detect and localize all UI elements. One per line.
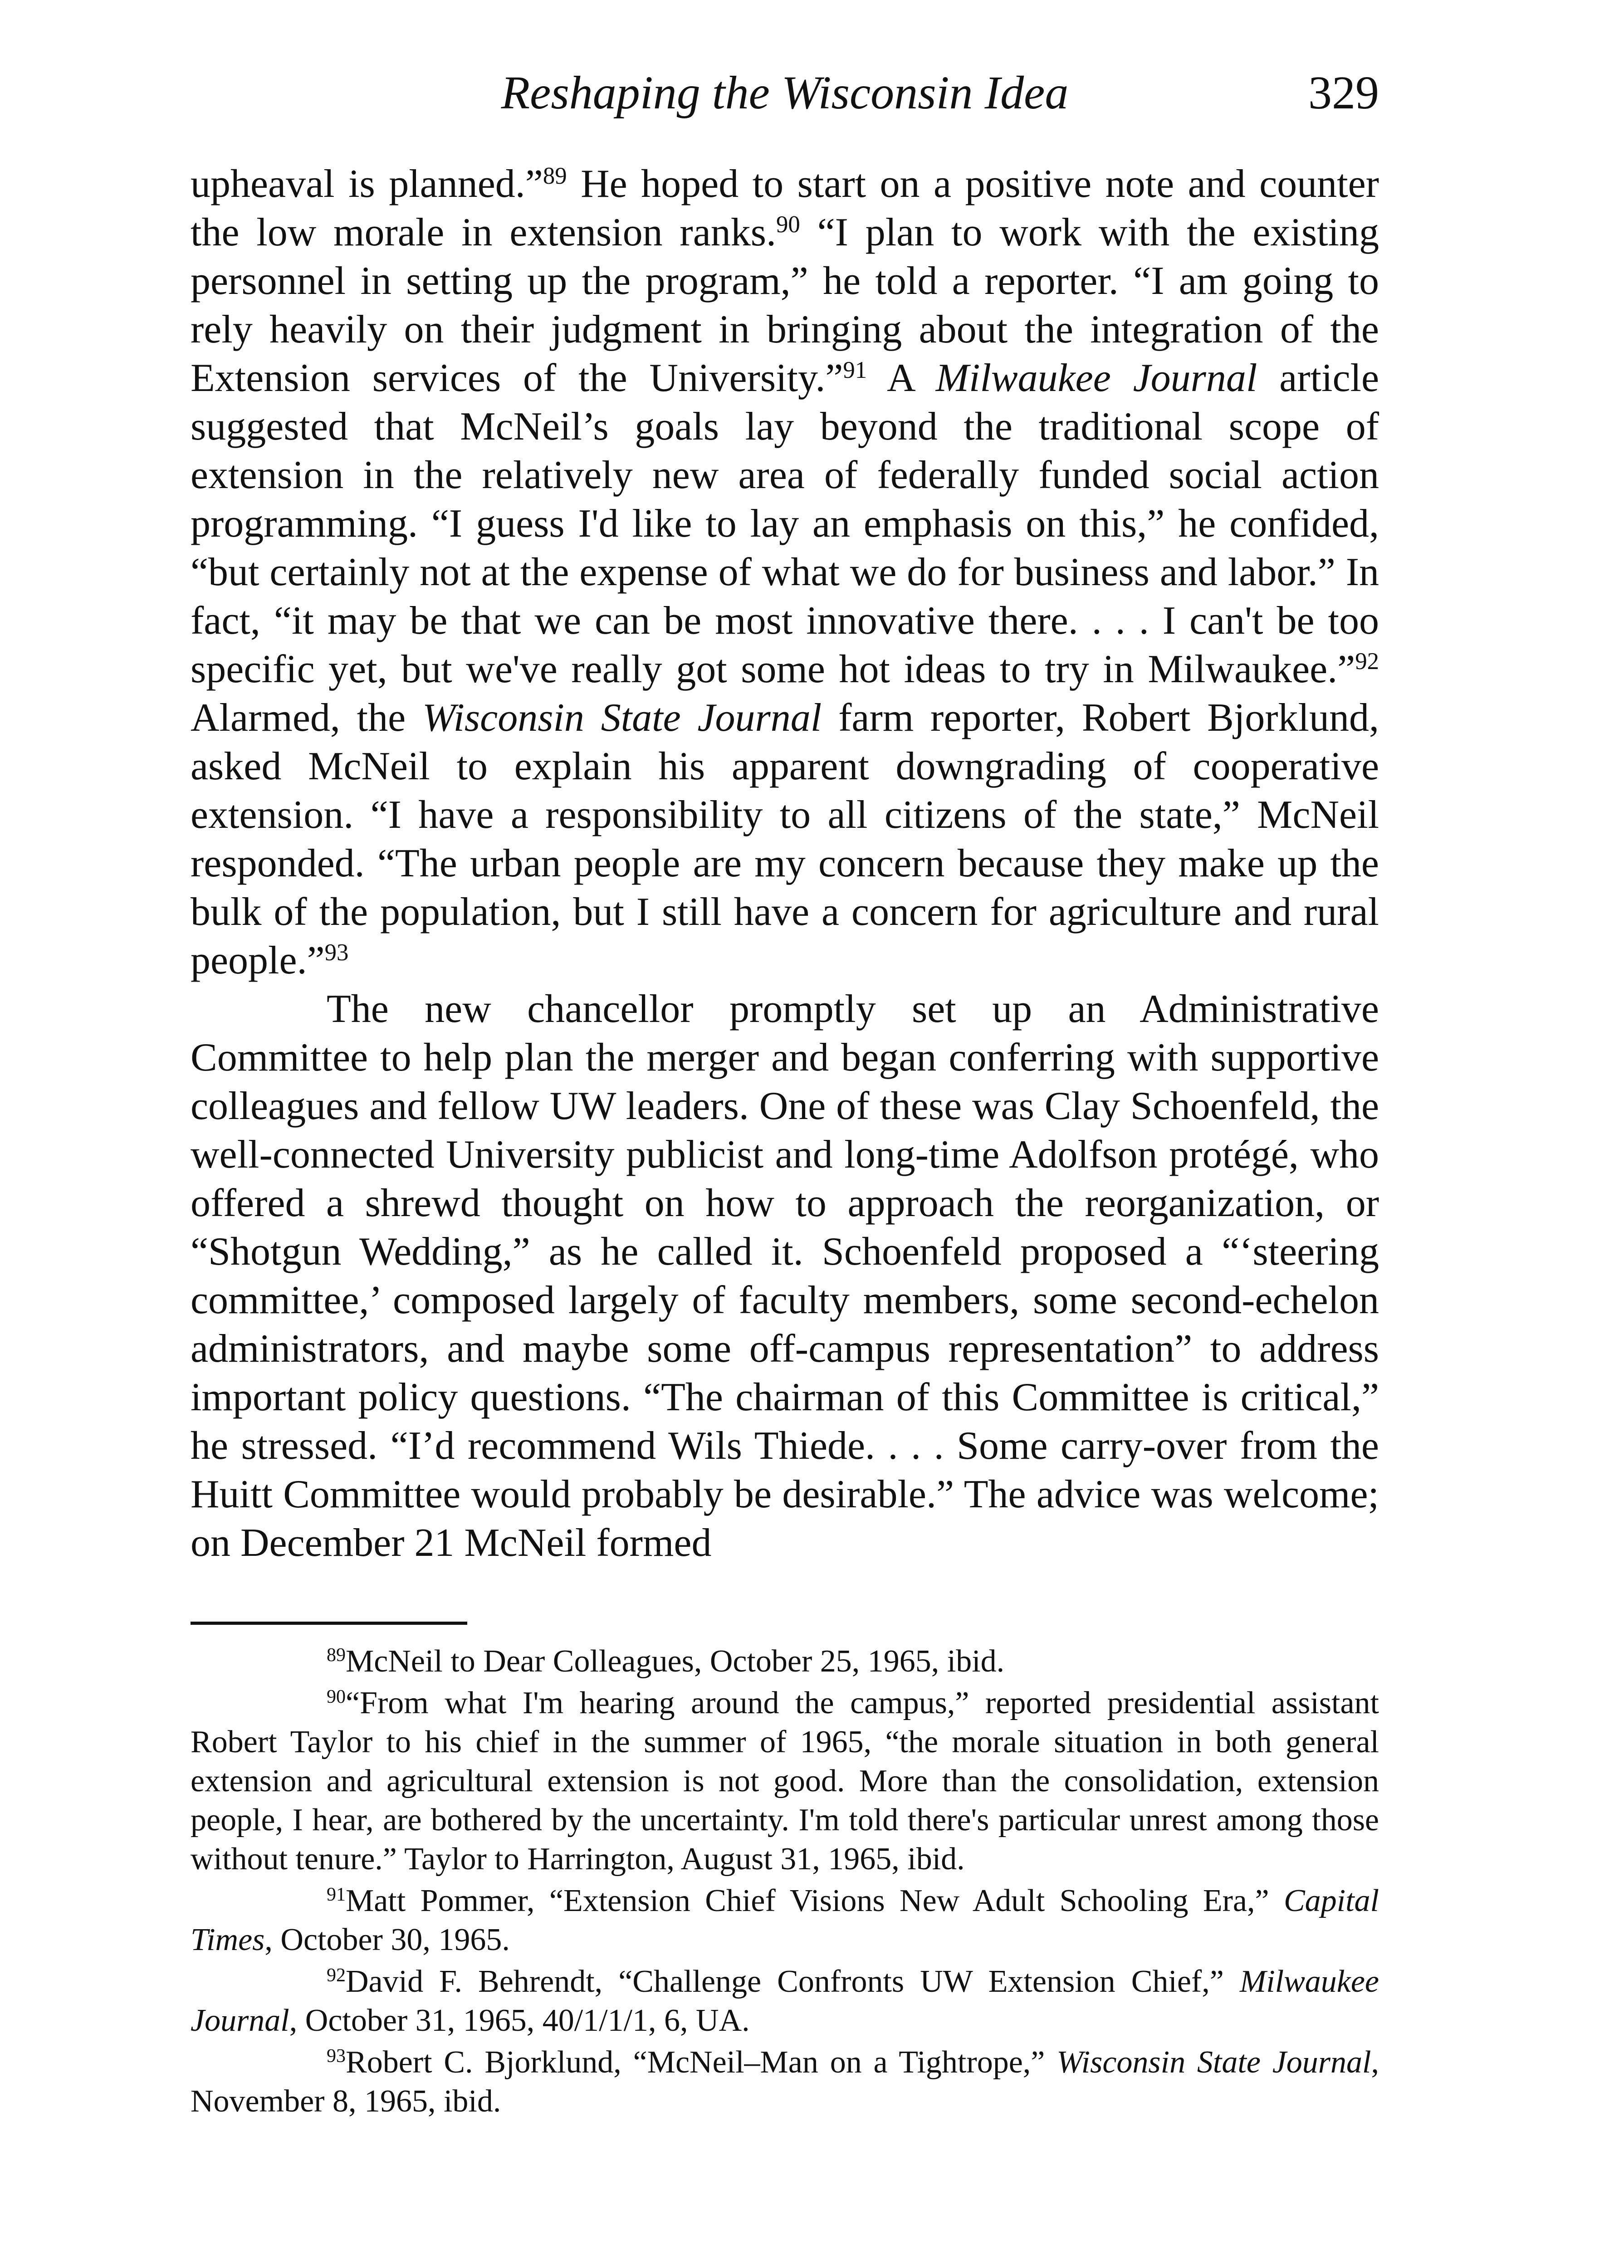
- text-run: Alarmed, the: [191, 696, 423, 740]
- footnotes: [191, 1642, 1379, 2124]
- footnote-text: David F. Behrendt, “Challenge Confronts UW Extension Chief,”: [346, 1964, 1240, 1999]
- footnote-ref-92[interactable]: 92: [1355, 648, 1379, 675]
- footnote-91: [191, 1882, 1379, 1960]
- running-head: Reshaping the Wisconsin Idea: [501, 67, 1069, 119]
- footnote-ref-91[interactable]: 91: [843, 357, 867, 383]
- footnote-text: , October 31, 1965, 40/1/1/1, 6, UA.: [289, 2003, 750, 2038]
- paragraph-1: [191, 160, 1379, 985]
- footnote-number: 91: [327, 1884, 346, 1905]
- footnote-number: 90: [327, 1686, 346, 1707]
- text-run: He hoped to start on a positive note and counter the low morale in extension ranks.: [191, 162, 1379, 254]
- paragraph-2: The new chancellor promptly set up an Administrative Committee to help plan the merger and began conferring with supportive colleagues and fellow UW leaders. One of these was Clay Schoenfeld, the well-connected University publicist and long-time Adolfson protégé, who offered a shrewd thought on how to approach the reorganization, or “Shotgun Wedding,” as he called it. Schoenfeld proposed a “‘steering committee,’ composed largely of faculty members, some second-echelon administrators, and maybe some off-campus representation” to address important policy questions. “The chairman of this Committee is critical,” he stressed. “I’d recommend Wils Thiede. . . . Some carry-over from the Huitt Committee would probably be desirable.” The advice was welcome; on December 21 McNeil formed: [191, 987, 1379, 1565]
- footnote-text: , October 30, 1965.: [264, 1922, 510, 1957]
- publication-title: Capital Times: [191, 1883, 1379, 1957]
- main-text: [191, 160, 1379, 1567]
- footnote-number: 92: [327, 1965, 346, 1986]
- footnote-divider: [191, 1622, 467, 1625]
- text-run: farm reporter, Robert Bjorklund, asked McNeil to explain his apparent downgrading of cooperative extension. “I have a responsibility to all citizens of the state,” McNeil responded. “The urban people are my concern because they make up the bulk of the population, but I still have a concern for agriculture and rural people.”: [191, 696, 1379, 982]
- text-run: A: [867, 356, 936, 400]
- footnote-text: “From what I'm hearing around the campus,” reported presidential assistant Robert Taylor to his chief in the summer of 1965, “the morale situation in both general extension and agricultural extension is not good. More than the consolidation, extension people, I hear, are bothered by the uncertainty. I'm told there's particular unrest among those without tenure.” Taylor to Harrington, August 31, 1965, ibid.: [191, 1686, 1379, 1877]
- publication-title: Wisconsin State Journal: [422, 696, 822, 740]
- footnote-92: [191, 1962, 1379, 2040]
- publication-title: Wisconsin State Journal: [1057, 2045, 1371, 2080]
- footnote-ref-90[interactable]: 90: [776, 211, 800, 238]
- publication-title: Milwaukee Journal: [191, 1964, 1379, 2038]
- page-header: [191, 64, 1379, 127]
- footnote-ref-93[interactable]: 93: [324, 939, 349, 966]
- footnote-number: 93: [327, 2045, 346, 2067]
- footnote-90: [191, 1684, 1379, 1879]
- footnote-text: McNeil to Dear Colleagues, October 25, 1965, ibid.: [346, 1644, 1005, 1679]
- publication-title: Milwaukee Journal: [935, 356, 1257, 400]
- footnote-text: , November 8, 1965, ibid.: [191, 2045, 1379, 2119]
- text-run: article suggested that McNeil’s goals lay beyond the traditional scope of extension in the relatively new area of federally funded social action programming. “I guess I'd like to lay an emphasis on this,” he confided, “but certainly not at the expense of what we do for business and labor.” In fact, “it may be that we can be most innovative there. . . . I can't be too specific yet, but we've really got some hot ideas to try in Milwaukee.”: [191, 356, 1379, 691]
- footnote-text: Matt Pommer, “Extension Chief Visions New Adult Schooling Era,”: [346, 1883, 1284, 1918]
- footnote-93: [191, 2043, 1379, 2121]
- text-run: “I plan to work with the existing personnel in setting up the program,” he told a reporter. “I am going to rely heavily on their judgment in bringing about the integration of the Extension services of the University.”: [191, 210, 1379, 400]
- footnote-ref-89[interactable]: 89: [543, 162, 567, 189]
- footnote-number: 89: [327, 1644, 346, 1666]
- footnote-text: Robert C. Bjorklund, “McNeil–Man on a Tightrope,”: [346, 2045, 1057, 2080]
- footnote-89: [191, 1642, 1379, 1681]
- page-number: 329: [1308, 67, 1379, 119]
- text-run: upheaval is planned.”: [191, 162, 543, 206]
